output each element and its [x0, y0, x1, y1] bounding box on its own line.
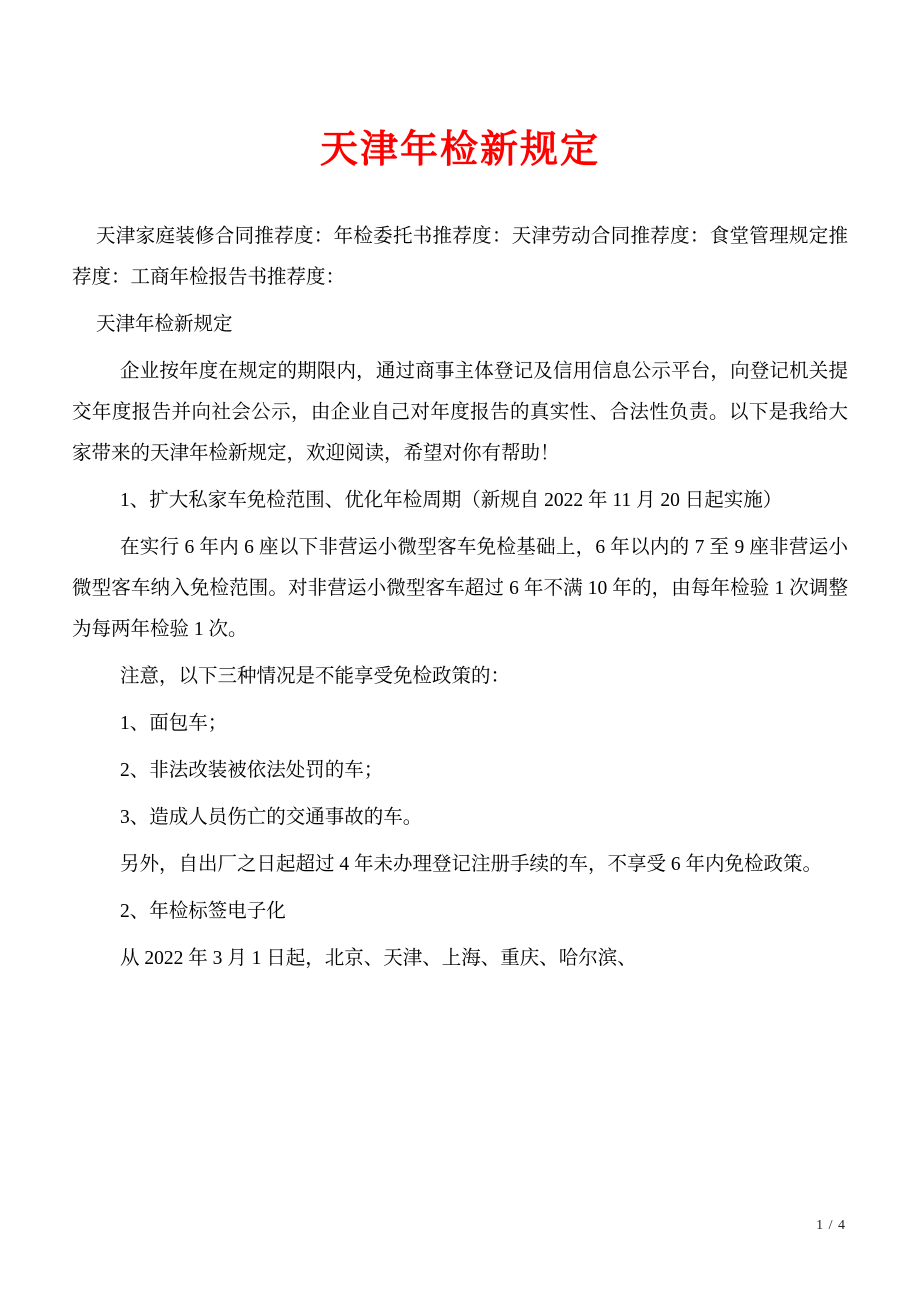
paragraph: 3、造成人员伤亡的交通事故的车。	[120, 806, 423, 828]
paragraph: 在实行 6 年内 6 座以下非营运小微型客车免检基础上，6 年以内的 7 至 9 座非营运小微型客车纳入免检范围。对非营运小微型客车超过 6 年不满 10 年的，由每年检验 1 次调整为每两年检验 1 次。	[72, 536, 848, 640]
paragraph: 另外，自出厂之日起超过 4 年未办理登记注册手续的车，不享受 6 年内免检政策。	[120, 853, 823, 875]
page-title: 天津年检新规定	[319, 129, 600, 171]
page-number: 1 / 4	[816, 1218, 846, 1233]
paragraph: 1、面包车；	[120, 712, 228, 734]
paragraph: 2、非法改装被依法处罚的车；	[120, 759, 384, 781]
paragraph: 企业按年度在规定的期限内，通过商事主体登记及信用信息公示平台，向登记机关提交年度报告并向社会公示，由企业自己对年度报告的真实性、合法性负责。以下是我给大家带来的天津年检新规定，欢迎阅读，希望对你有帮助！	[72, 360, 848, 464]
paragraph: 从 2022 年 3 月 1 日起，北京、天津、上海、重庆、哈尔滨、	[120, 947, 637, 969]
paragraph: 注意，以下三种情况是不能享受免检政策的：	[120, 665, 511, 687]
paragraph: 2、年检标签电子化	[120, 900, 286, 922]
paragraph: 1、扩大私家车免检范围、优化年检周期（新规自 2022 年 11 月 20 日起实施）	[120, 489, 783, 511]
paragraph: 天津家庭装修合同推荐度：年检委托书推荐度：天津劳动合同推荐度：食堂管理规定推荐度：工商年检报告书推荐度：	[72, 225, 848, 288]
paragraph: 天津年检新规定	[96, 313, 233, 335]
document-body	[72, 216, 848, 979]
